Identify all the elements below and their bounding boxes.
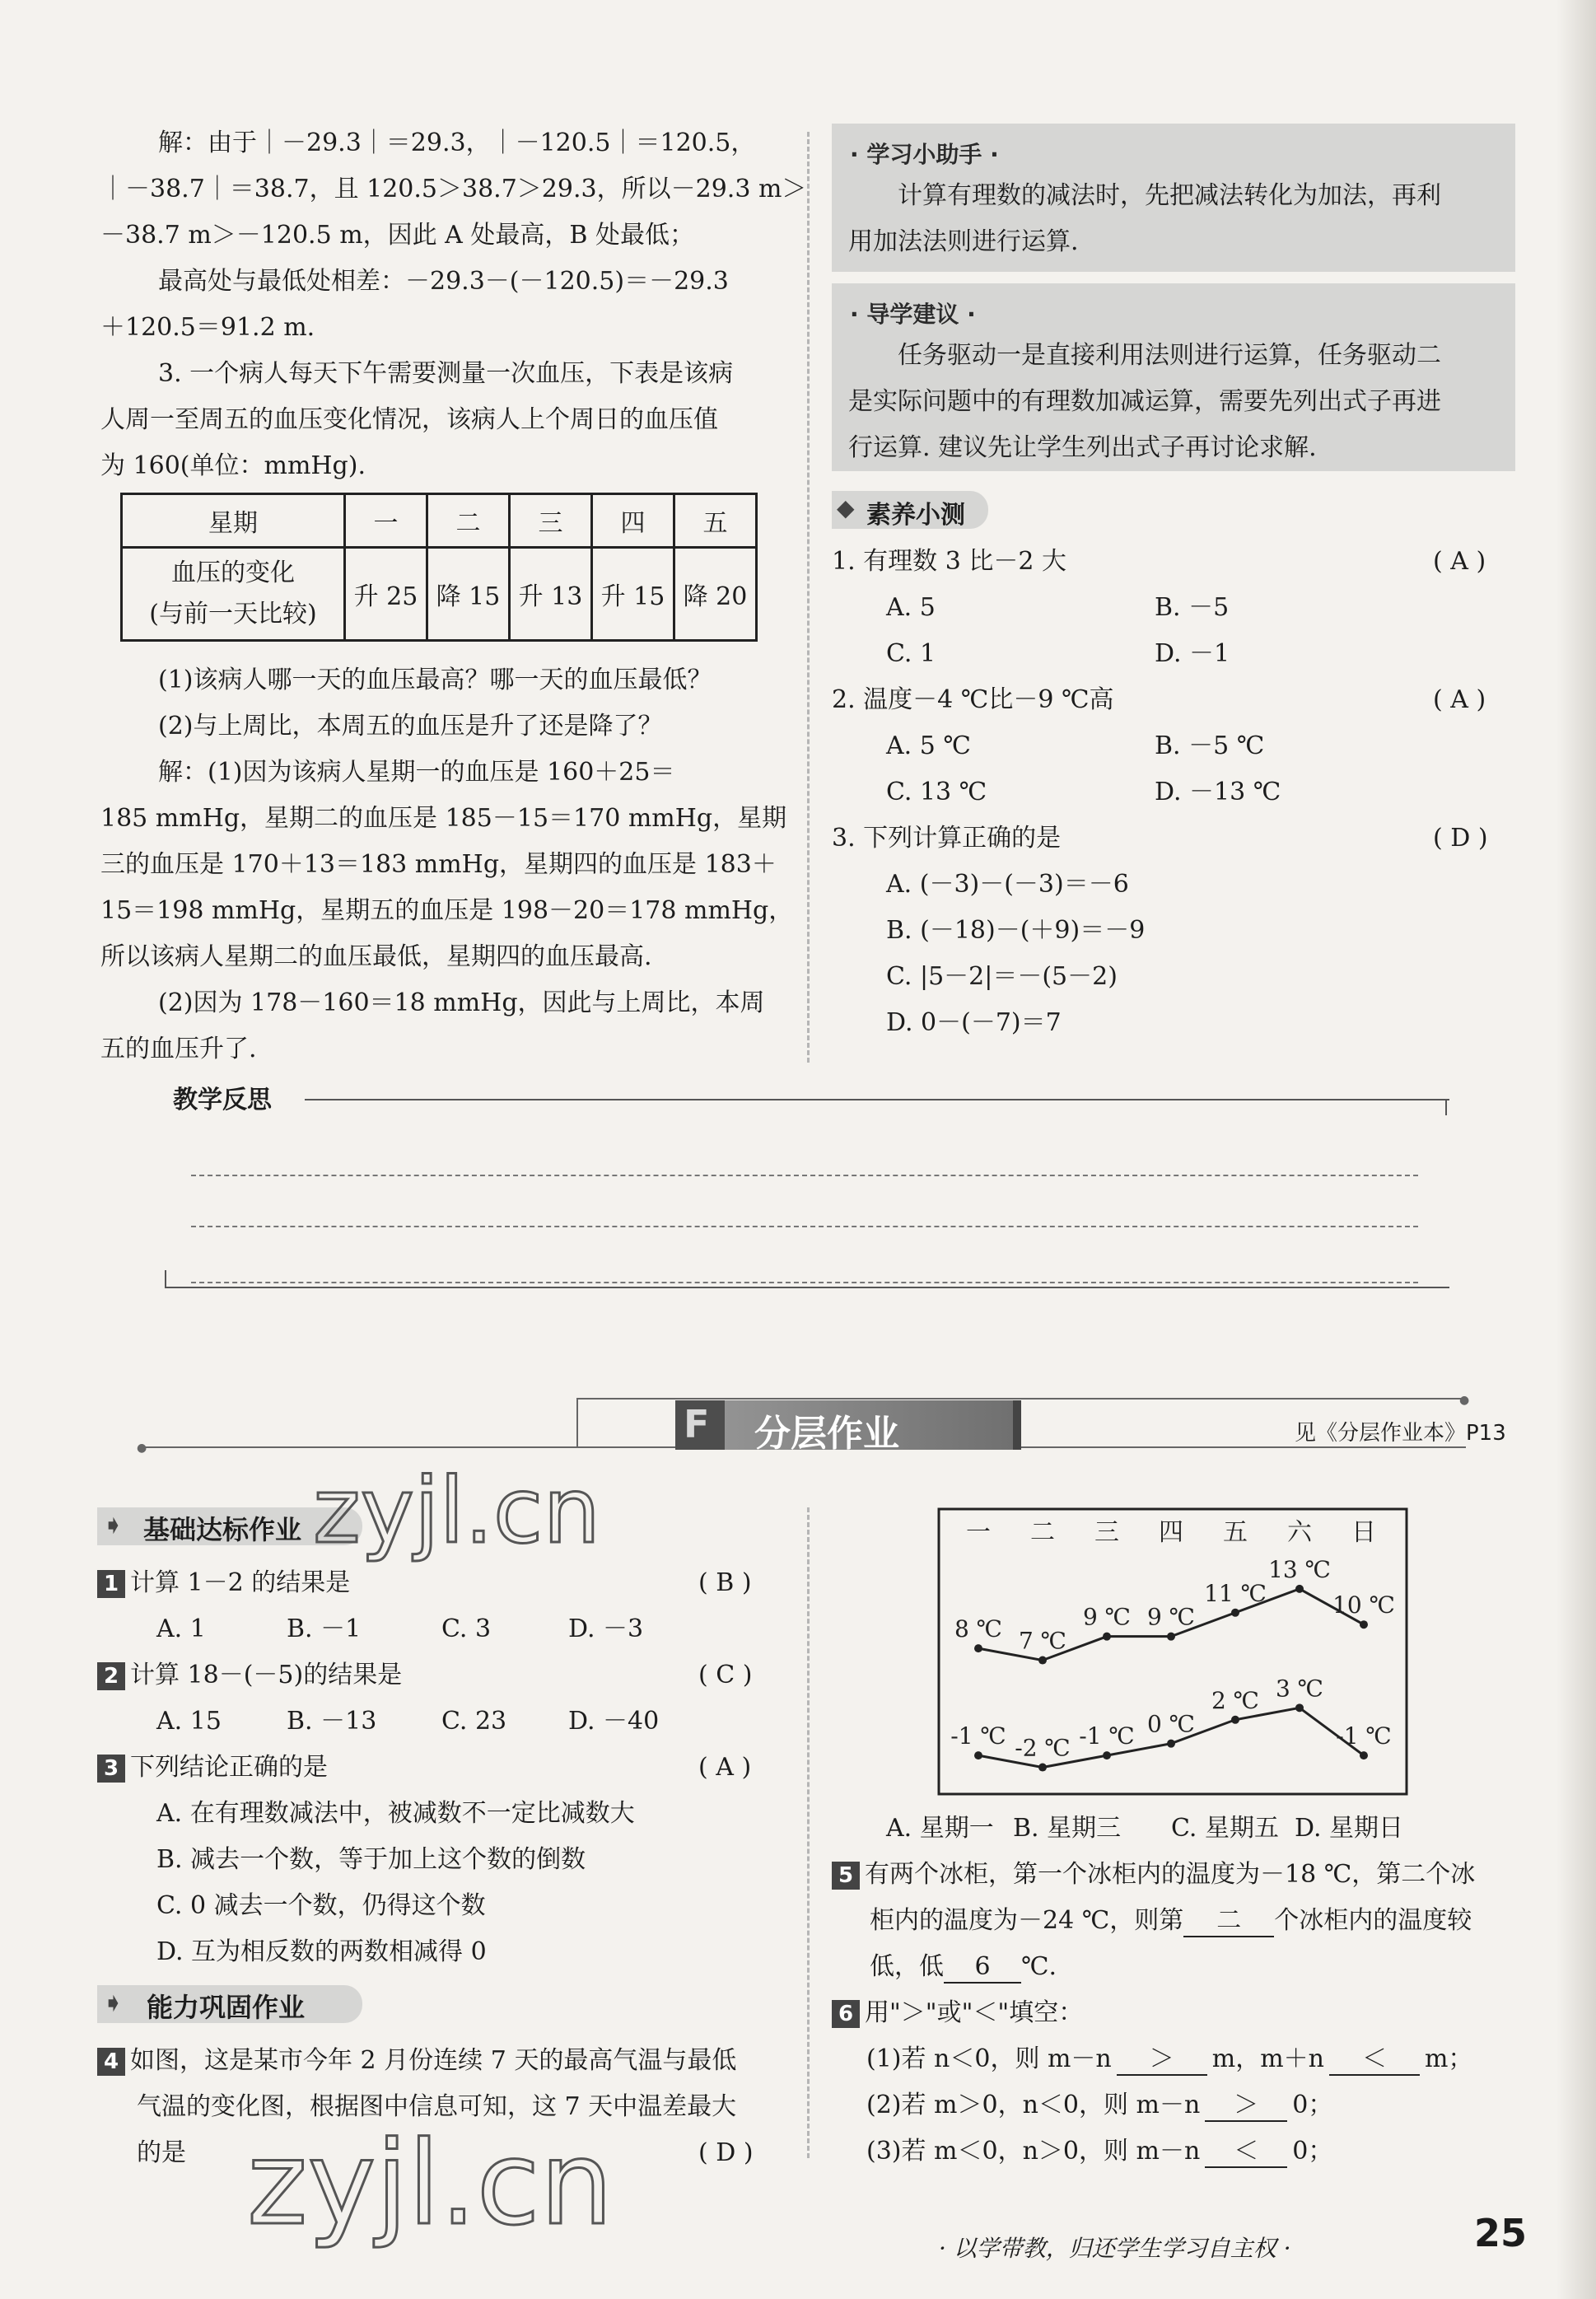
question-option: A. 星期一 <box>886 1814 994 1843</box>
data-point <box>1038 1656 1047 1665</box>
day-label: 六 <box>1287 1518 1312 1547</box>
question-text: 气温的变化图，根据图中信息可知，这 7 天中温差最大 <box>137 2092 737 2121</box>
question-option: C. 星期五 <box>1171 1814 1279 1843</box>
page-number: 25 <box>1474 2211 1528 2255</box>
row-label-line: (与前一天比较) <box>149 600 317 628</box>
day-label: 日 <box>1351 1518 1376 1547</box>
question-text: 下列结论正确的是 <box>130 1753 328 1782</box>
data-label: 9 ℃ <box>1082 1603 1132 1631</box>
question-text: 如图，这是某市今年 2 月份连续 7 天的最高气温与最低 <box>130 2046 737 2075</box>
table-cell: 降 20 <box>674 548 757 641</box>
temperature-chart <box>937 1507 1408 1796</box>
question-option: C. 0 减去一个数，仍得这个数 <box>156 1891 486 1920</box>
data-label: 0 ℃ <box>1146 1710 1196 1738</box>
quiz-answer: ( A ) <box>1433 685 1486 714</box>
question-text: (2)若 m＞0，n＜0，则 m－n <box>866 2091 1201 2119</box>
question-answer: ( D ) <box>698 2138 754 2167</box>
arrow-icon: ➧ <box>102 1987 124 2018</box>
answer-blank: ＜ <box>1205 2137 1287 2168</box>
data-point <box>1167 1740 1175 1748</box>
dot-icon: ● <box>137 1442 147 1455</box>
data-point <box>1038 1764 1047 1772</box>
question-option: C. 3 <box>441 1614 492 1643</box>
scan-shadow <box>1556 0 1596 2299</box>
quiz-option: C. 13 ℃ <box>886 778 987 806</box>
question-text: 0； <box>1292 2137 1333 2166</box>
question-text: 计算 18－(－5)的结果是 <box>130 1661 403 1689</box>
data-label: 7 ℃ <box>1018 1627 1067 1655</box>
data-point <box>1103 1633 1111 1641</box>
question-line <box>866 2044 1472 2076</box>
question-text: m； <box>1424 2044 1473 2073</box>
footer-motto: · 以学带教，归还学生学习自主权 · <box>939 2235 1291 2262</box>
question-option: B. －13 <box>287 1707 377 1736</box>
question-text: 个冰柜内的温度较 <box>1274 1906 1472 1935</box>
data-point <box>1167 1633 1175 1641</box>
question-option: A. 在有理数减法中，被减数不一定比减数大 <box>156 1799 635 1828</box>
question-number: 1 <box>97 1570 125 1598</box>
day-label: 二 <box>1030 1518 1055 1547</box>
question-line <box>870 1952 1057 1984</box>
question-text: ℃. <box>1021 1952 1057 1981</box>
quiz-option: B. (－18)－(＋9)＝－9 <box>886 916 1146 945</box>
data-point <box>974 1644 982 1652</box>
quiz-option: C. 1 <box>886 639 936 668</box>
question-number: 4 <box>97 2048 125 2076</box>
solution-3-line: 185 mmHg，星期二的血压是 185－15＝170 mmHg，星期 <box>100 804 787 833</box>
data-label: -1 ℃ <box>950 1722 1006 1750</box>
question-number: 2 <box>97 1662 125 1690</box>
data-label: 13 ℃ <box>1268 1555 1331 1583</box>
chart-frame <box>939 1509 1407 1794</box>
question-text: 低，低 <box>870 1952 944 1981</box>
workbook-ref: 见《分层作业本》P13 <box>1295 1421 1506 1446</box>
quiz-header <box>832 491 988 529</box>
data-label: 11 ℃ <box>1204 1579 1267 1607</box>
data-label: -2 ℃ <box>1015 1734 1071 1762</box>
solution-3-line: 三的血压是 170＋13＝183 mmHg，星期四的血压是 183＋ <box>100 850 777 879</box>
answer-blank: 二 <box>1183 1906 1274 1937</box>
quiz-title: 素养小测 <box>866 501 965 530</box>
table-cell: 降 15 <box>427 548 510 641</box>
data-label: -1 ℃ <box>1336 1722 1392 1750</box>
data-label: 10 ℃ <box>1332 1591 1395 1619</box>
column-divider <box>807 1507 810 2158</box>
quiz-option: A. 5 <box>886 593 936 622</box>
column-divider <box>807 132 810 1063</box>
day-label: 五 <box>1223 1518 1248 1547</box>
answer-blank: ＞ <box>1117 2044 1207 2076</box>
question-option: B. 减去一个数，等于加上这个数的倒数 <box>156 1845 586 1874</box>
question-option: C. 23 <box>441 1707 507 1736</box>
table-row <box>122 548 757 641</box>
solution-1-line: －38.7 m＞－120.5 m，因此 A 处最高，B 处最低； <box>100 221 694 250</box>
banner <box>675 1400 1021 1455</box>
basic-title: 基础达标作业 <box>143 1514 302 1545</box>
banner-rule <box>576 1398 1466 1399</box>
data-point <box>1360 1751 1368 1759</box>
day-label: 一 <box>966 1518 991 1547</box>
question-option: D. －40 <box>568 1707 660 1736</box>
solution-1-line: 最高处与最低处相差：－29.3－(－120.5)＝－29.3 <box>158 267 729 296</box>
reflection-top-rule <box>305 1099 1449 1100</box>
answer-blank: ＞ <box>1205 2091 1287 2122</box>
writing-line <box>191 1226 1418 1227</box>
question-option: A. 1 <box>156 1614 206 1643</box>
table-header-cell: 三 <box>510 494 592 548</box>
question-text: 有两个冰柜，第一个冰柜内的温度为－18 ℃，第二个冰 <box>865 1860 1476 1889</box>
table-header-cell: 一 <box>345 494 427 548</box>
data-point <box>1360 1620 1368 1628</box>
question-line <box>832 1998 1083 2028</box>
sub-question: (2)与上周比，本周五的血压是升了还是降了？ <box>158 712 663 741</box>
table-header-cell: 五 <box>674 494 757 548</box>
diamond-icon: ◆ <box>837 494 855 521</box>
data-point <box>1231 1609 1239 1617</box>
table-row-label <box>122 548 345 641</box>
guide-text-line: 任务驱动一是直接利用法则进行运算，任务驱动二 <box>898 341 1441 370</box>
data-label: 9 ℃ <box>1146 1603 1196 1631</box>
question-text: 用"＞"或"＜"填空： <box>865 1998 1084 2027</box>
question-text: (3)若 m＜0，n＞0，则 m－n <box>866 2137 1201 2166</box>
question-line <box>97 2046 736 2076</box>
reflection-corner <box>1445 1099 1447 1115</box>
data-label: -1 ℃ <box>1079 1722 1135 1750</box>
ability-title: 能力巩固作业 <box>147 1992 306 2023</box>
question-line <box>866 2091 1332 2122</box>
question-option: D. 互为相反数的两数相减得 0 <box>156 1937 487 1966</box>
solution-3-line: 解：(1)因为该病人星期一的血压是 160＋25＝ <box>158 758 675 787</box>
question-answer: ( A ) <box>698 1753 752 1782</box>
answer-blank: ＜ <box>1329 2044 1420 2076</box>
data-label: 2 ℃ <box>1211 1686 1260 1714</box>
guide-box <box>832 283 1515 471</box>
table-cell: 升 25 <box>345 548 427 641</box>
quiz-option: A. (－3)－(－3)＝－6 <box>886 870 1129 899</box>
question-text: m，m＋n <box>1211 2044 1324 2073</box>
table-header-cell: 四 <box>592 494 674 548</box>
table-cell: 升 15 <box>592 548 674 641</box>
table-cell: 升 13 <box>510 548 592 641</box>
sub-question: (1)该病人哪一天的血压最高？哪一天的血压最低？ <box>158 666 712 694</box>
question-3-line: 人周一至周五的血压变化情况，该病人上个周日的血压值 <box>100 405 718 434</box>
banner-icon: F <box>675 1400 725 1450</box>
helper-text-line: 用加法法则进行运算. <box>848 227 1079 256</box>
helper-box <box>832 124 1515 272</box>
table-header-cell: 二 <box>427 494 510 548</box>
solution-3-line: 所以该病人星期二的血压最低，星期四的血压最高. <box>100 942 652 971</box>
question-answer: ( C ) <box>698 1661 753 1689</box>
dot-icon: ● <box>1459 1394 1470 1407</box>
solution-3-line: 15＝198 mmHg，星期五的血压是 198－20＝178 mmHg， <box>100 896 794 925</box>
data-point <box>1231 1716 1239 1724</box>
question-line <box>97 1568 350 1598</box>
reflection-corner <box>165 1270 166 1287</box>
solution-3-line: (2)因为 178－160＝18 mmHg，因此与上周比，本周 <box>158 988 765 1017</box>
solution-3-line: 五的血压升了. <box>100 1035 257 1063</box>
writing-line <box>191 1175 1418 1176</box>
data-point <box>1295 1703 1304 1712</box>
question-number: 3 <box>97 1755 125 1783</box>
table-header-cell: 星期 <box>122 494 345 548</box>
writing-line <box>191 1282 1418 1283</box>
question-line <box>97 1753 328 1783</box>
reflection-bottom-rule <box>165 1287 1449 1288</box>
quiz-option: B. －5 ℃ <box>1155 731 1265 760</box>
banner-edge <box>1013 1400 1021 1450</box>
guide-text-line: 是实际问题中的有理数加减运算，需要先列出式子再进 <box>848 387 1441 416</box>
quiz-answer: ( A ) <box>1433 547 1486 576</box>
reflection-title: 教学反思 <box>173 1086 272 1114</box>
table-row <box>122 494 757 548</box>
row-label-line: 血压的变化 <box>171 558 295 587</box>
question-option: A. 15 <box>156 1707 222 1736</box>
helper-text-line: 计算有理数的减法时，先把减法转化为加法，再利 <box>898 181 1441 210</box>
question-number: 6 <box>832 2000 860 2028</box>
watermark: zyjl.cn <box>313 1458 601 1563</box>
question-text: 柜内的温度为－24 ℃，则第 <box>870 1906 1184 1935</box>
question-option: D. 星期日 <box>1295 1814 1404 1843</box>
quiz-answer: ( D ) <box>1433 824 1488 853</box>
arrow-icon: ➧ <box>102 1509 124 1540</box>
quiz-question: 3. 下列计算正确的是 <box>832 824 1062 853</box>
question-answer: ( B ) <box>698 1568 752 1597</box>
guide-text-line: 行运算. 建议先让学生列出式子再讨论求解. <box>848 433 1317 462</box>
answer-blank: 6 <box>944 1952 1021 1984</box>
ability-header <box>97 1985 362 2023</box>
blood-pressure-table <box>120 493 758 642</box>
question-line <box>866 2137 1332 2168</box>
guide-title: · 导学建议 · <box>850 301 976 328</box>
watermark: zyjl.cn <box>247 2117 614 2251</box>
quiz-question: 1. 有理数 3 比－2 大 <box>832 547 1066 576</box>
question-text: 计算 1－2 的结果是 <box>130 1568 351 1597</box>
question-option: B. 星期三 <box>1013 1814 1122 1843</box>
data-point <box>974 1751 982 1759</box>
question-3-line: 3. 一个病人每天下午需要测量一次血压，下表是该病 <box>158 359 734 388</box>
question-3-line: 为 160(单位：mmHg). <box>100 451 366 480</box>
solution-1-line: ＋120.5＝91.2 m. <box>100 313 315 342</box>
question-line <box>97 1661 402 1690</box>
data-point <box>1295 1585 1304 1593</box>
solution-1-line: ｜－38.7｜＝38.7，且 120.5＞38.7＞29.3，所以－29.3 m＞ <box>100 175 807 203</box>
question-text: 的是 <box>137 2138 186 2167</box>
question-text: 0； <box>1292 2091 1333 2119</box>
question-option: D. －3 <box>568 1614 644 1643</box>
question-number: 5 <box>832 1862 860 1890</box>
question-option: B. －1 <box>287 1614 362 1643</box>
quiz-question: 2. 温度－4 ℃比－9 ℃高 <box>832 685 1114 714</box>
day-label: 三 <box>1094 1518 1119 1547</box>
quiz-option: B. －5 <box>1155 593 1230 622</box>
quiz-option: C. |5－2|＝－(5－2) <box>886 962 1118 991</box>
day-label: 四 <box>1159 1518 1183 1547</box>
quiz-option: D. 0－(－7)＝7 <box>886 1008 1062 1037</box>
quiz-option: D. －13 ℃ <box>1155 778 1281 806</box>
solution-1-line: 解：由于｜－29.3｜＝29.3，｜－120.5｜＝120.5， <box>158 129 756 157</box>
question-line <box>870 1906 1472 1937</box>
quiz-option: D. －1 <box>1155 639 1230 668</box>
question-line <box>832 1860 1475 1890</box>
data-label: 3 ℃ <box>1275 1675 1324 1703</box>
question-text: (1)若 n＜0，则 m－n <box>866 2044 1112 2073</box>
data-label: 8 ℃ <box>954 1615 1003 1643</box>
quiz-option: A. 5 ℃ <box>886 731 971 760</box>
reflection-box <box>165 1079 1449 1310</box>
data-point <box>1103 1751 1111 1759</box>
helper-title: · 学习小助手 · <box>850 141 999 168</box>
banner-rule <box>576 1398 578 1447</box>
banner-title: 分层作业 <box>754 1413 899 1455</box>
